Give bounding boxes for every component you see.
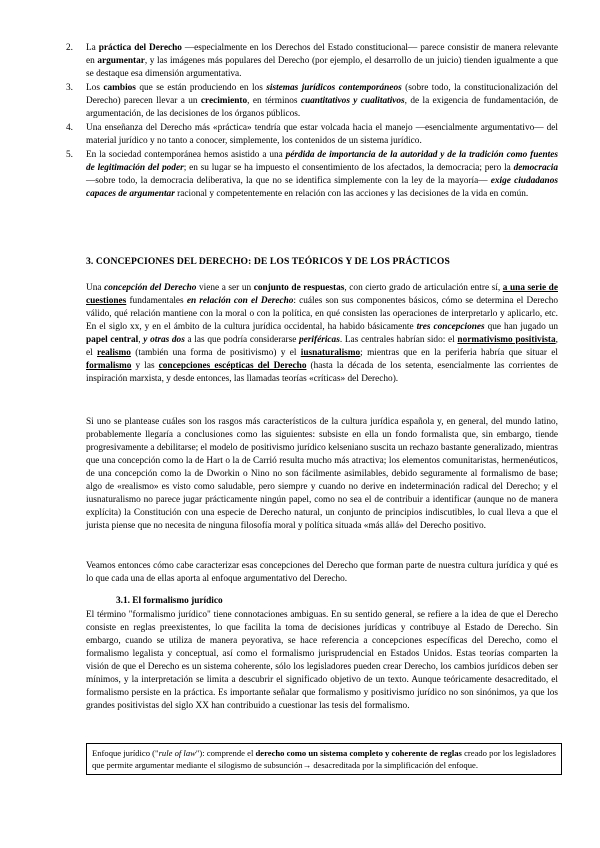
emphasis-text: y otras dos [143, 335, 185, 345]
paragraph-cultura-juridica: Si uno se plantease cuáles son los rasgos más característicos de la cultura jurídica española y, en general, del mundo latino, probablemente llegaría a conclusiones como las siguientes: subsiste en ella un fondo formalista que, sin embargo, tiende progresivamente a debilitarse; el modelo de positivismo jurídico kelseniano suscita un rechazo bastante generalizado, mientras que una concepción como la de Hart o la de Carrió resulta mucho más atractiva; los elementos comunitaristas, hermenéuticos, de una concepción como la de Dworkin o Nino no son fácilmente asimilables, debido seguramente al formalismo de base; algo de «realismo» es visto como saludable, pero siempre y cuando no derive en indeterminación radical del Derecho; y el iusnaturalismo no parece jugar prácticamente ningún papel, como no sea el de contribuir a identificar (aunque no de manera explícita) la Constitución con una especie de Derecho natural, un conjunto de principios indiscutibles, lo cual lleva a que el jurista piense que no necesita de ninguna filosofía moral y política situada «más allá» del Derecho positivo. [86, 417, 558, 531]
subsection-heading: 3.1. El formalismo jurídico [116, 596, 223, 606]
text-run: , con cierto grado de articulación entre sí, [344, 283, 503, 293]
emphasis-text: democracia [513, 163, 558, 173]
text-run: (sobre todo, la constitucionalización del Derecho) parecen llevar a un [86, 83, 558, 106]
text-run: (también una forma de positivismo) y el [130, 348, 301, 358]
text-run: , en términos [247, 96, 301, 106]
emphasis-text: en relación con el Derecho [186, 296, 294, 306]
emphasis-text: a una serie de cuestiones [86, 283, 558, 306]
text-run: : cuáles son sus componentes básicos, cómo se determina el Derecho válido, qué relación mantiene con la moral o con la política, en qué consisten las operaciones de interpretarlo y aplicarlo, etc. En el siglo xx, y en el ámbito de la cultura jurídica occidental, ha habido básicamente [86, 296, 558, 332]
emphasis-text: exige ciudadanos capaces de argumentar [86, 176, 558, 199]
emphasis-text: cuantitativos y cualitativos [300, 96, 405, 106]
emphasis-text: tres concepciones [416, 322, 485, 332]
emphasis-text: normativismo positivista [457, 335, 556, 345]
text-run: Una enseñanza del Derecho más «práctica» tendría que estar volcada hacia el manejo —esencialmente argumentativo— del material jurídico y no tanto a conocer, simplemente, los contenidos de un sistema jurídico. [86, 123, 558, 146]
text-run: racional y competentemente en relación con las acciones y las decisiones de la vida en común. [174, 189, 529, 199]
emphasis-text: periféricas [299, 335, 340, 345]
text-run: creado por los legisladores que permite argumentar mediante el silogismo de subsunción→ desacreditada por la simplificación del enfoque. [92, 748, 557, 770]
text-run: Los [86, 83, 104, 93]
emphasis-text: concepción del Derecho [104, 283, 197, 293]
section-heading: 3. CONCEPCIONES DEL DERECHO: DE LOS TEÓRICOS Y DE LOS PRÁCTICOS [86, 256, 450, 267]
list-item [66, 42, 558, 81]
paragraph-concepcion [86, 282, 558, 386]
text-run: —sobre todo, la democracia deliberativa, la que no se identifica simplemente con la ley de la mayoría— [86, 176, 491, 186]
text-run: y las [131, 361, 159, 371]
text-run: , de la exigencia de fundamentación, de argumentación, de las decisiones de los órganos públicos. [86, 96, 558, 119]
emphasis-text: cambios [103, 83, 136, 93]
summary-box [86, 743, 562, 775]
text-run: —especialmente en los Derechos del Estado constitucional— parece consistir de manera relevante en [86, 43, 558, 66]
emphasis-text: rule of law [158, 748, 196, 758]
text-run: ; en su lugar se ha impuesto el consentimiento de los afectados, la democracia; pero la [183, 163, 514, 173]
text-run: Enfoque jurídico (" [92, 748, 159, 758]
text-run: (hasta la década de los setenta, esencialmente las corrientes de inspiración marxista, y desde entonces, las llamadas teorías «críticas» del Derecho). [86, 361, 559, 384]
text-run: ; mientras que en la periferia habría que situar el [360, 348, 558, 358]
emphasis-text: concepciones escépticas del Derecho [158, 361, 307, 371]
list-item [66, 149, 558, 201]
emphasis-text: formalismo [86, 361, 132, 371]
list-item [66, 82, 558, 121]
emphasis-text: argumentar [97, 56, 145, 66]
emphasis-text: crecimiento [200, 96, 248, 106]
emphasis-text: derecho como un sistema completo y coherente de reglas [255, 748, 462, 758]
emphasis-text: realismo [97, 348, 131, 358]
emphasis-text: práctica del Derecho [98, 43, 182, 53]
emphasis-text: papel central [86, 335, 139, 345]
list-item [66, 122, 558, 148]
emphasis-text: sistemas jurídicos contemporáneos [266, 83, 402, 93]
text-run: que han jugado un [484, 322, 559, 332]
text-run: "): comprende el [195, 748, 256, 758]
text-run: viene a ser un [196, 283, 254, 293]
text-run: Una [86, 283, 105, 293]
numbered-list [66, 42, 558, 202]
text-run: fundamentales [126, 296, 187, 306]
text-run: , y las imágenes más populares del Derecho (por ejemplo, el desarrollo de un juicio) tienden igualmente a que se destaque esa dimensión argumentativa. [86, 56, 558, 79]
paragraph-formalismo: El término "formalismo jurídico" tiene connotaciones ambiguas. En su sentido general, se refiere a la idea de que el Derecho consiste en reglas preexistentes, lo que facilita la toma de decisiones jurídicas y contribuye al Estado de Derecho. Sin embargo, cuando se utiliza de manera peyorativa, se hace referencia a concepciones específicas del Derecho, como el formalismo legalista y conceptual, así como el formalismo jurisprudencial en Estados Unidos. Estas teorías comparten la visión de que el Derecho es un sistema coherente, sólo los legisladores pueden crear Derecho, los cambios jurídicos deben ser mínimos, y la interpretación se limita a descubrir el significado objetivo de un texto. Aunque teóricamente desacreditado, el formalismo persiste en la práctica. Es importante señalar que formalismo y positivismo jurídico no son sinónimos, ya que los grandes positivistas del siglo XX han contribuido a cuestionar las tesis del formalismo. [86, 610, 558, 711]
text-run: a las que podría considerarse [184, 335, 300, 345]
emphasis-text: pérdida de importancia de la autoridad y de la tradición como fuentes de legitimación del poder [86, 150, 558, 173]
text-run: que se están produciendo en los [135, 83, 267, 93]
text-run: , el [86, 335, 558, 358]
list-item-number: 5. [66, 150, 73, 160]
text-run: La [86, 43, 99, 53]
emphasis-text: conjunto de respuestas [253, 283, 345, 293]
paragraph-veamos: Veamos entonces cómo cabe caracterizar esas concepciones del Derecho que forman parte de nuestra cultura jurídica y qué es lo que cada una de ellas aporta al enfoque argumentativo del Derecho. [86, 561, 558, 584]
text-run: . Las centrales habrían sido: el [339, 335, 458, 345]
text-run: En la sociedad contemporánea hemos asistido a una [86, 150, 286, 160]
emphasis-text: iusnaturalismo [300, 348, 361, 358]
list-item-number: 4. [66, 123, 73, 133]
list-item-number: 3. [66, 83, 73, 93]
text-run: , [138, 335, 144, 345]
list-item-number: 2. [66, 43, 73, 53]
